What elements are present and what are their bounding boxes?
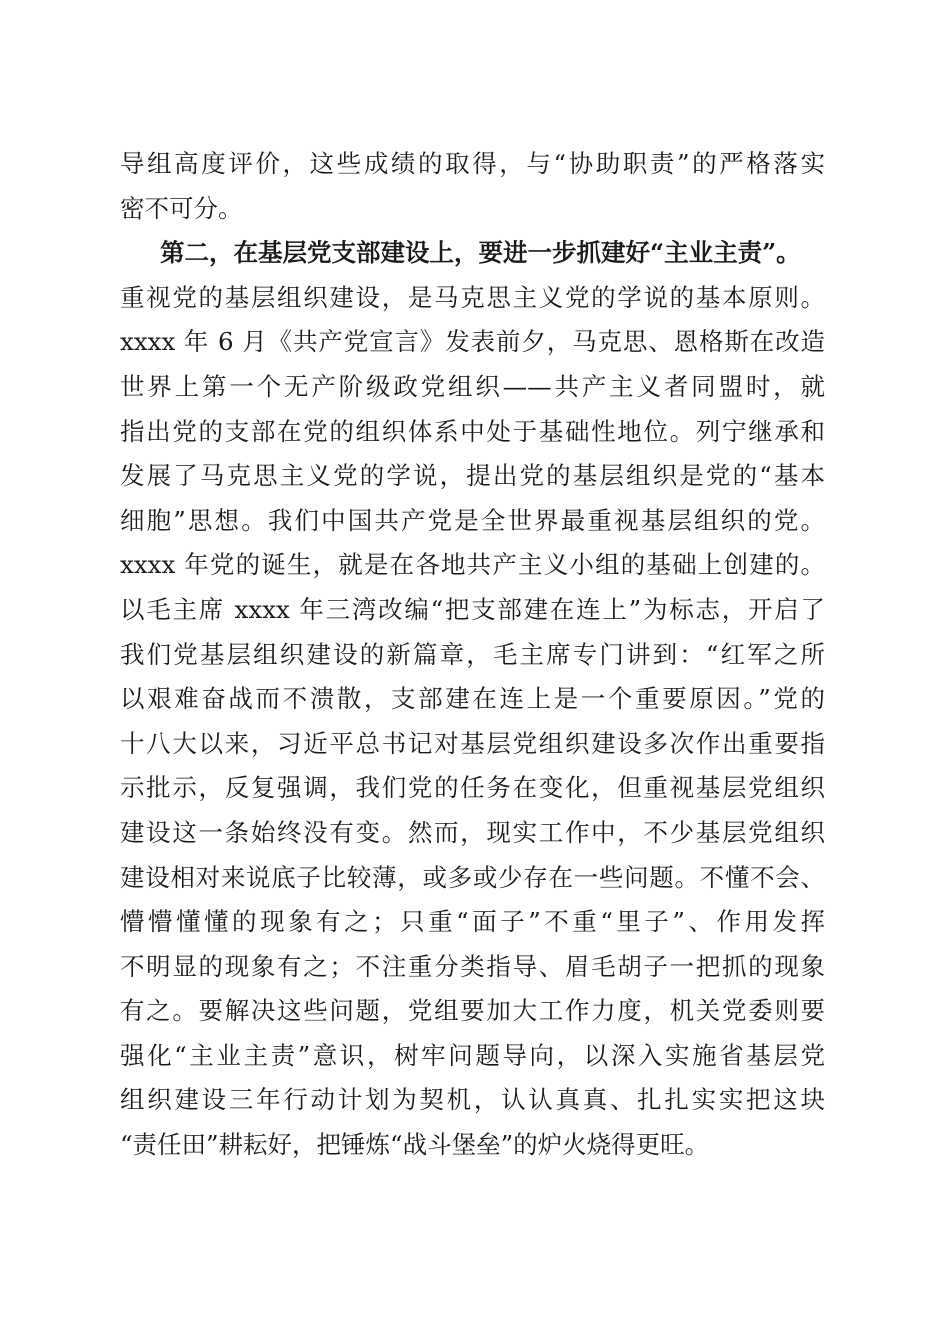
text-line: 示批示，反复强调，我们党的任务在变化，但重视基层党组织 bbox=[120, 773, 825, 803]
text-line: 以艰难奋战而不溃散，支部建在连上是一个重要原因。”党的 bbox=[120, 684, 825, 714]
text-line: 细胞”思想。我们中国共产党是全世界最重视基层组织的党。 bbox=[120, 505, 825, 535]
text-line: 指出党的支部在党的组织体系中处于基础性地位。列宁继承和 bbox=[120, 416, 825, 446]
text-line: 重视党的基层组织建设，是马克思主义党的学说的基本原则。 bbox=[120, 282, 825, 312]
text-line: 有之。要解决这些问题，党组要加大工作力度，机关党委则要 bbox=[120, 996, 825, 1026]
text-line: 组织建设三年行动计划为契机，认认真真、扎扎实实把这块 bbox=[120, 1085, 825, 1115]
text-line: 强化“主业主责”意识，树牢问题导向，以深入实施省基层党 bbox=[120, 1040, 825, 1070]
text-line: “责任田”耕耘好，把锤炼“战斗堡垒”的炉火烧得更旺。 bbox=[120, 1130, 710, 1160]
text-line: 建设相对来说底子比较薄，或多或少存在一些问题。不懂不会、 bbox=[120, 862, 825, 892]
text-line: xxxx 年 6 月《共产党宣言》发表前夕，马克思、恩格斯在改造 bbox=[120, 327, 825, 357]
text-line: 建设这一条始终没有变。然而，现实工作中，不少基层党组织 bbox=[120, 817, 825, 847]
text-line: 导组高度评价，这些成绩的取得，与“协助职责”的严格落实 bbox=[120, 149, 825, 178]
text-line: 发展了马克思主义党的学说，提出党的基层组织是党的“基本 bbox=[120, 461, 825, 491]
section-heading: 第二，在基层党支部建设上，要进一步抓建好“主业主责”。 bbox=[160, 238, 801, 268]
text-line: 我们党基层组织建设的新篇章，毛主席专门讲到：“红军之所 bbox=[120, 639, 825, 669]
text-line: 密不可分。 bbox=[120, 193, 243, 223]
text-line: 世界上第一个无产阶级政党组织——共产主义者同盟时，就 bbox=[120, 371, 825, 401]
text-line: xxxx 年党的诞生，就是在各地共产主义小组的基础上创建的。 bbox=[120, 550, 825, 580]
text-line: 十八大以来，习近平总书记对基层党组织建设多次作出重要指 bbox=[120, 728, 825, 758]
text-line: 以毛主席 xxxx 年三湾改编“把支部建在连上”为标志，开启了 bbox=[120, 594, 825, 624]
text-line: 不明显的现象有之；不注重分类指导、眉毛胡子一把抓的现象 bbox=[120, 951, 825, 981]
body-text bbox=[120, 142, 825, 1168]
text-line: 懵懵懂懂的现象有之；只重“面子”不重“里子”、作用发挥 bbox=[120, 907, 825, 937]
